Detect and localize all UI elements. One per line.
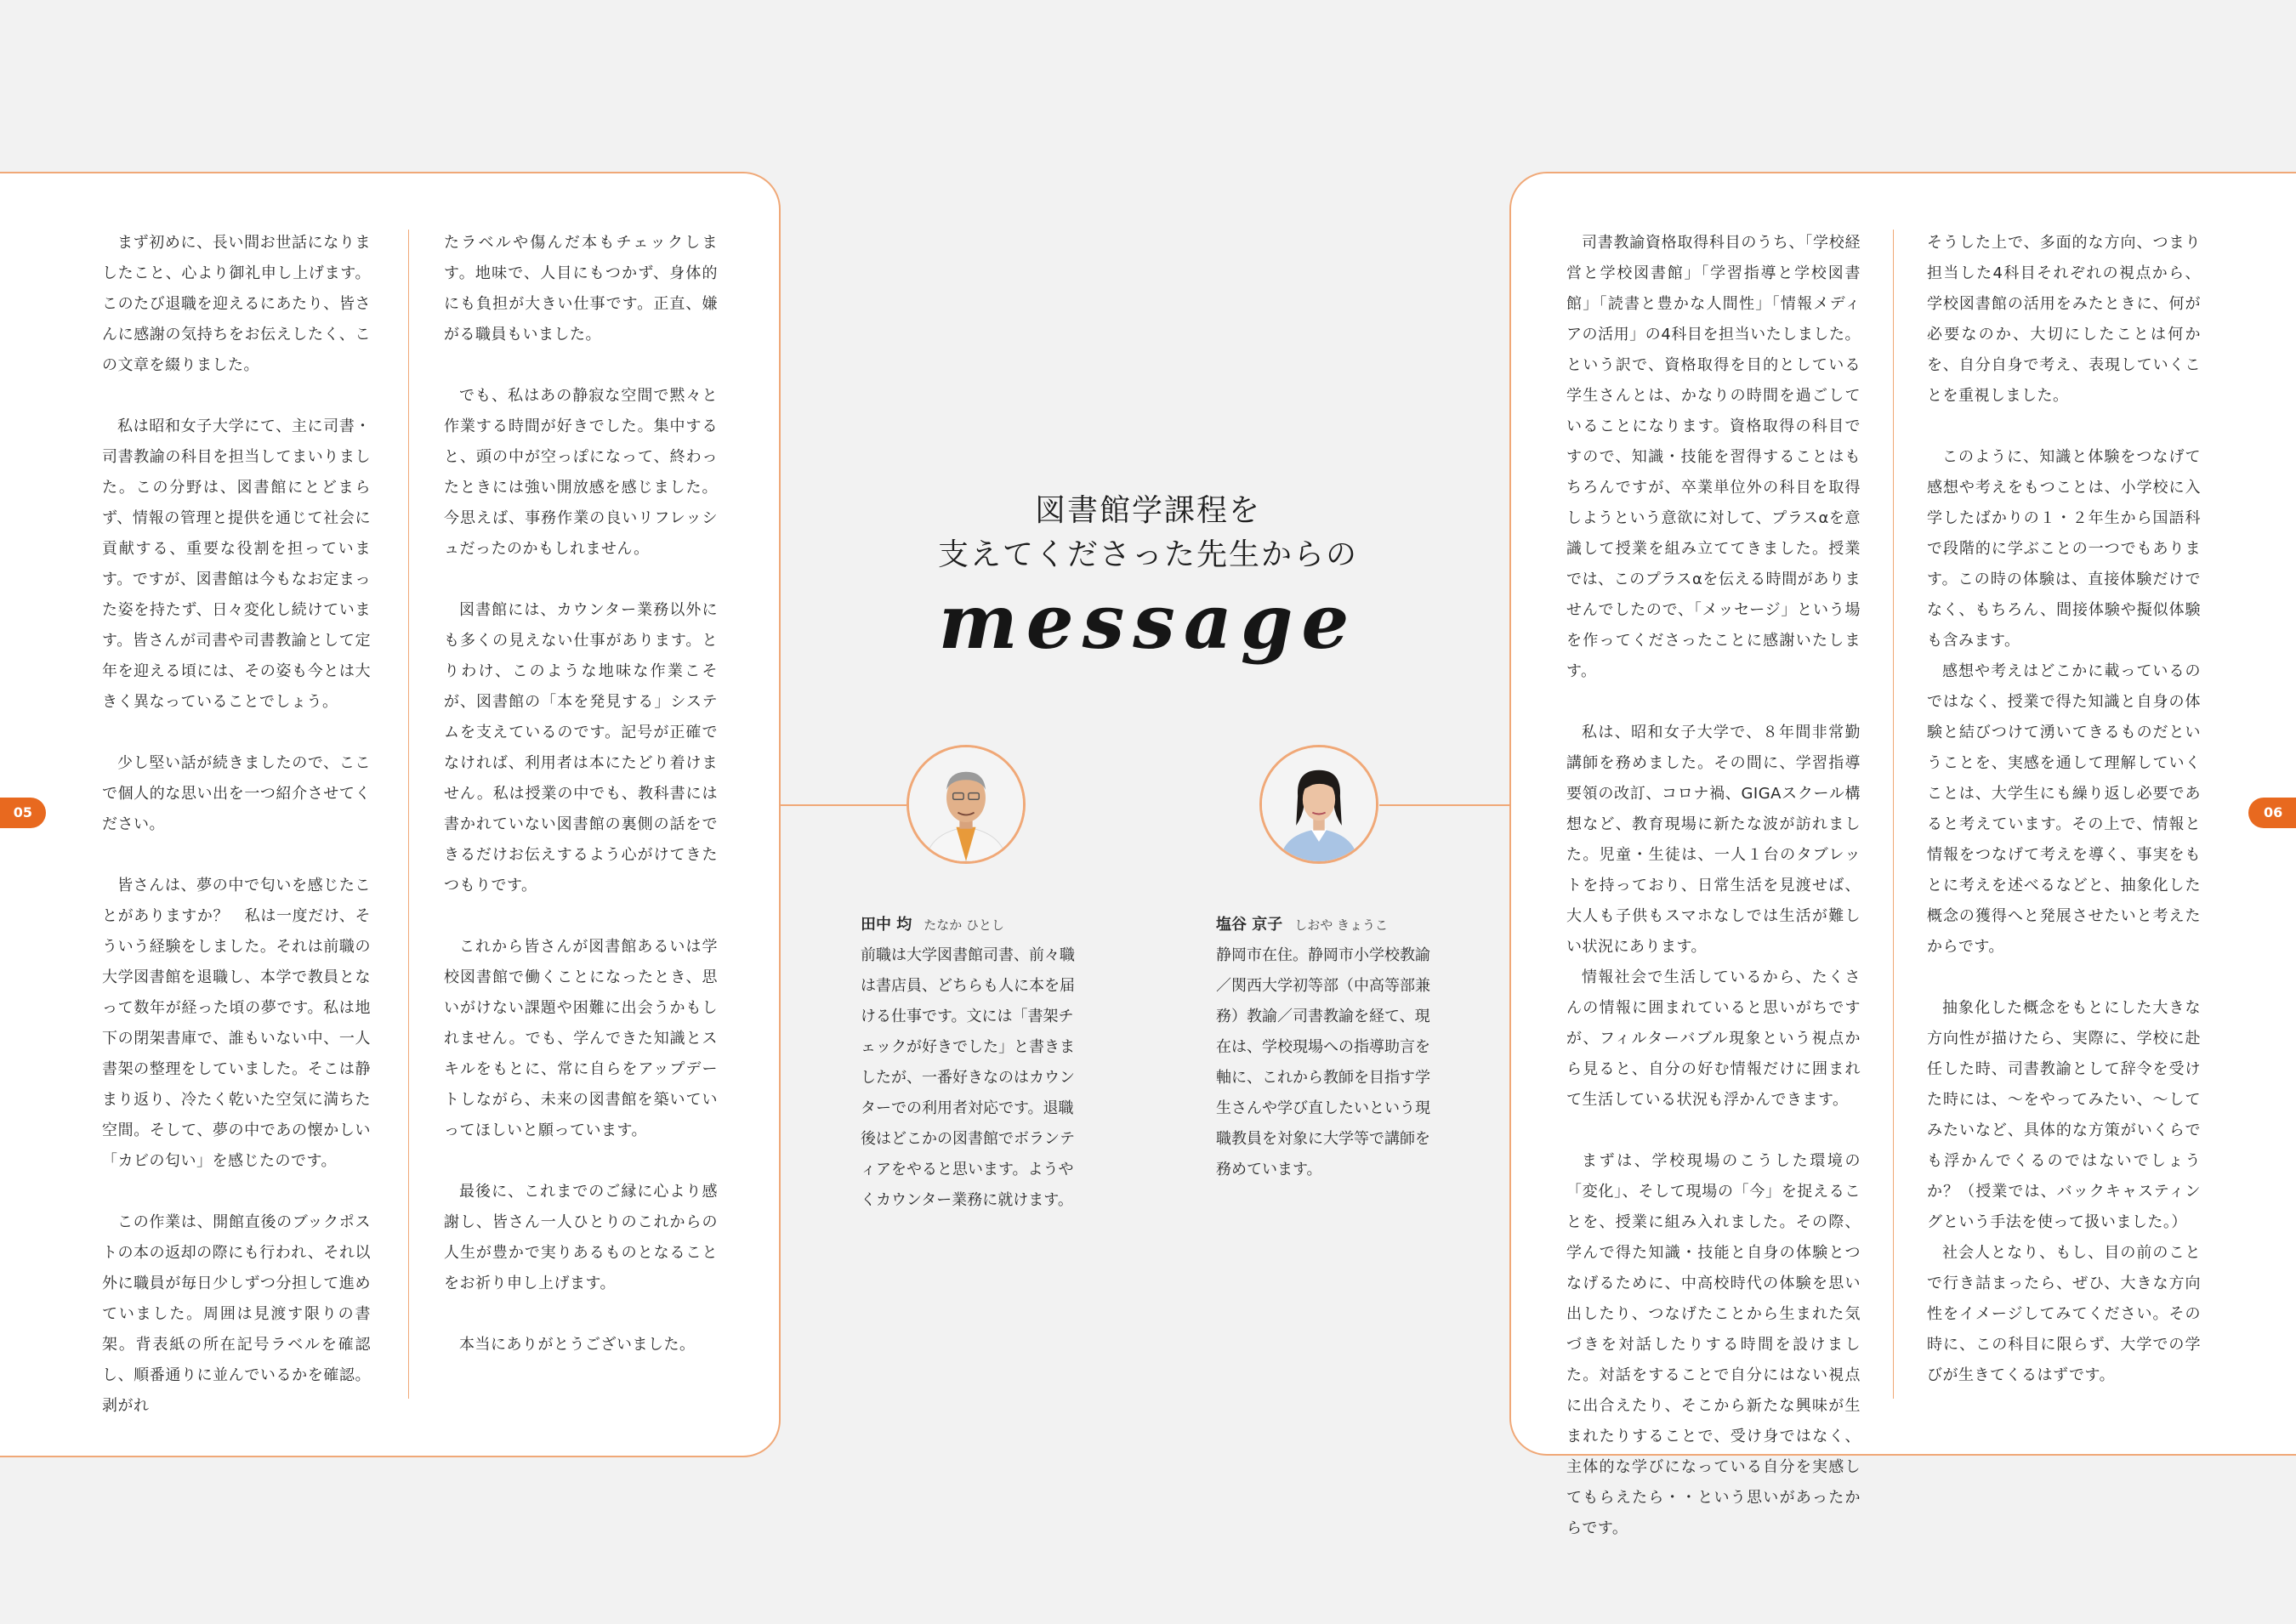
bio-shioya <box>1216 910 1439 1185</box>
left-column-2 <box>444 228 718 1360</box>
person-kana: しおや きょうこ <box>1294 917 1389 933</box>
title-line-1: 図書館学課程を <box>1034 493 1261 528</box>
portrait-shioya <box>1259 745 1378 864</box>
connector-line-right <box>1379 804 1509 806</box>
paragraph: 図書館には、カウンター業務以外にも多くの見えない仕事があります。とりわけ、このような地味な作業こそが、図書館の「本を発見する」システムを支えているのです。記号が正確でなければ、利用者は本にたどり着けません。私は授業の中でも、教科書には書かれていない図書館の裏側の話をできるだけお伝えするよう心がけてきたつもりです。 <box>444 601 718 894</box>
paragraph: 情報社会で生活しているから、たくさんの情報に囲まれていると思いがちですが、フィルターバブル現象という視点から見ると、自分の好む情報だけに囲まれて生活している状況も浮かんできます。 <box>1566 968 1861 1109</box>
paragraph: そうした上で、多面的な方向、つまり担当した4科目それぞれの視点から、学校図書館の活用をみたときに、何が必要なのか、大切にしたことは何かを、自分自身で考え、表現していくことを重視しました。 <box>1927 234 2201 405</box>
title-message: message <box>938 577 1358 666</box>
bio-header <box>861 910 1083 940</box>
title-block <box>901 489 1395 666</box>
paragraph: たラベルや傷んだ本もチェックします。地味で、人目にもつかず、身体的にも負担が大きい仕事です。正直、嫌がる職員もいました。 <box>444 234 718 344</box>
portrait-tanaka <box>906 745 1026 864</box>
column-divider <box>408 230 409 1399</box>
right-column-2 <box>1927 228 2201 1391</box>
paragraph: この作業は、開館直後のブックポストの本の返却の際にも行われ、それ以外に職員が毎日少しずつ分担して進めていました。周囲は見渡す限りの書架。背表紙の所在記号ラベルを確認し、順番通りに並んでいるかを確認。剥がれ <box>102 1213 371 1415</box>
bio-text: 前職は大学図書館司書、前々職は書店員、どちらも人に本を届ける仕事です。文には「書架チェックが好きでした」と書きましたが、一番好きなのはカウンターでの利用者対応です。退職後はどこかの図書館でボランティアをやると思います。ようやくカウンター業務に就けます。 <box>861 946 1075 1209</box>
right-column-1 <box>1566 228 1861 1544</box>
man-portrait-icon <box>909 747 1023 861</box>
bio-tanaka <box>861 910 1083 1216</box>
woman-portrait-icon <box>1262 747 1376 861</box>
paragraph: まずは、学校現場のこうした環境の「変化」、そして現場の「今」を捉えることを、授業に組み入れました。その際、学んで得た知識・技能と自身の体験とつなげるために、中高校時代の体験を思い出したり、つなげたことから生まれた気づきを対話したりする時間を設けました。対話をすることで自分にはない視点に出合えたり、そこから新たな興味が生まれたりすることで、受け身ではなく、主体的な学びになっている自分を実感してもらえたら・・という思いがあったからです。 <box>1566 1152 1861 1537</box>
person-kana: たなか ひとし <box>924 917 1005 933</box>
paragraph: 抽象化した概念をもとにした大きな方向性が描けたら、実際に、学校に赴任した時、司書教諭として辞令を受けた時には、～をやってみたい、～してみたいなど、具体的な方策がいくらでも浮かんでくるのではないでしょうか？（授業では、バックキャスティングという手法を使って扱いました。） <box>1927 999 2201 1231</box>
paragraph: 少し堅い話が続きましたので、ここで個人的な思い出を一つ紹介させてください。 <box>102 754 371 833</box>
title-line-2: 支えてくださった先生からの <box>937 537 1358 572</box>
column-divider <box>1893 230 1894 1399</box>
left-column-1 <box>102 228 371 1422</box>
paragraph: 本当にありがとうございました。 <box>459 1336 696 1354</box>
paragraph: でも、私はあの静寂な空間で黙々と作業する時間が好きでした。集中すると、頭の中が空っぽになって、終わったときには強い開放感を感じました。今思えば、事務作業の良いリフレッシュだったのかもしれません。 <box>444 387 718 558</box>
paragraph: これから皆さんが図書館あるいは学校図書館で働くことになったとき、思いがけない課題や困難に出会うかもしれません。でも、学んできた知識とスキルをもとに、常に自らをアップデートしながら、未来の図書館を築いていってほしいと願っています。 <box>444 938 718 1139</box>
bio-header <box>1216 910 1439 940</box>
paragraph: 皆さんは、夢の中で匂いを感じたことがありますか？ 私は一度だけ、そういう経験をしました。それは前職の大学図書館を退職し、本学で教員となって数年が経った頃の夢です。私は地下の閉架書庫で、誰もいない中、一人書架の整理をしていました。そこは静まり返り、冷たく乾いた空気に満ちた空間。そして、夢の中であの懐かしい「カビの匂い」を感じたのです。 <box>102 877 371 1170</box>
paragraph: 最後に、これまでのご縁に心より感謝し、皆さん一人ひとりのこれからの人生が豊かで実りあるものとなることをお祈り申し上げます。 <box>444 1183 718 1292</box>
paragraph: 私は、昭和女子大学で、８年間非常勤講師を務めました。その間に、学習指導要領の改訂、コロナ禍、GIGAスクール構想など、教育現場に新たな波が訪れました。児童・生徒は、一人１台のタブレットを持っており、日常生活を見渡せば、大人も子供もスマホなしでは生活が難しい状況にあります。 <box>1566 724 1861 956</box>
paragraph: まず初めに、長い間お世話になりましたこと、心より御礼申し上げます。このたび退職を迎えるにあたり、皆さんに感謝の気持ちをお伝えしたく、この文章を綴りました。 <box>102 234 371 374</box>
person-name: 田中 均 <box>861 916 912 934</box>
bio-text: 静岡市在住。静岡市小学校教諭／関西大学初等部（中高等部兼務）教諭／司書教諭を経て、現在は、学校現場への指導助言を軸に、これから教師を目指す学生さんや学び直したいという現職教員を対象に大学等で講師を務めています。 <box>1216 946 1430 1178</box>
paragraph: 私は昭和女子大学にて、主に司書・司書教諭の科目を担当してまいりました。この分野は、図書館にとどまらず、情報の管理と提供を通じて社会に貢献する、重要な役割を担っています。ですが、図書館は今もなお定まった姿を持たず、日々変化し続けています。皆さんが司書や司書教諭として定年を迎える頃には、その姿も今とは大きく異なっていることでしょう。 <box>102 417 371 711</box>
paragraph: 司書教諭資格取得科目のうち、「学校経営と学校図書館」「学習指導と学校図書館」「読書と豊かな人間性」「情報メディアの活用」の4科目を担当いたしました。という訳で、資格取得を目的としている学生さんとは、かなりの時間を過ごしていることになります。資格取得の科目ですので、知識・技能を習得することはもちろんですが、卒業単位外の科目を取得しようという意欲に対して、プラスαを意識して授業を組み立ててきました。授業では、このプラスαを伝える時間がありませんでしたので、「メッセージ」という場を作ってくださったことに感謝いたします。 <box>1566 234 1861 680</box>
person-name: 塩谷 京子 <box>1216 916 1283 934</box>
page-number-left: 05 <box>0 798 46 828</box>
paragraph: 感想や考えはどこかに載っているのではなく、授業で得た知識と自身の体験と結びつけて湧いてきるものだということを、実感を通して理解していくことは、大学生にも繰り返し必要であると考えています。その上で、情報と情報をつなげて考えを導く、事実をもとに考えを述べるなどと、抽象化した概念の獲得へと発展させたいと考えたからです。 <box>1927 662 2201 956</box>
paragraph: 社会人となり、もし、目の前のことで行き詰まったら、ぜひ、大きな方向性をイメージしてみてください。その時に、この科目に限らず、大学での学びが生きてくるはずです。 <box>1927 1244 2201 1384</box>
connector-line-left <box>781 804 906 806</box>
paragraph: このように、知識と体験をつなげて感想や考えをもつことは、小学校に入学したばかりの１・２年生から国語科で段階的に学ぶことの一つでもあります。この時の体験は、直接体験だけでなく、もちろん、間接体験や擬似体験も含みます。 <box>1927 448 2201 650</box>
page-number-right: 06 <box>2248 798 2296 828</box>
